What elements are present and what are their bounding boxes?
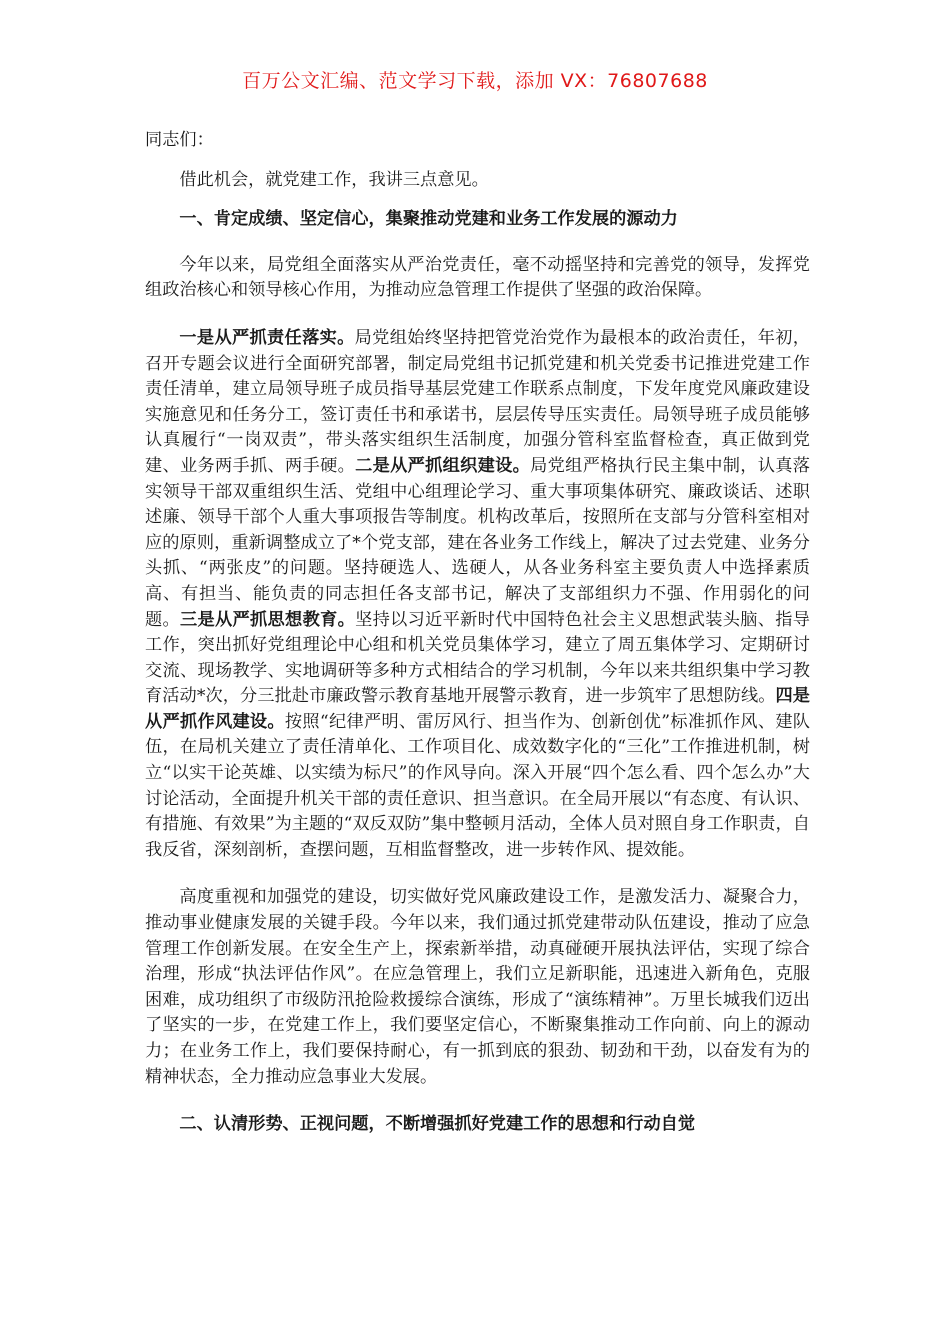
paragraph-1: 今年以来，局党组全面落实从严治党责任，毫不动摇坚持和完善党的领导，发挥党组政治核心和领导核心作用，为推动应急管理工作提供了坚强的政治保障。 [145, 254, 810, 301]
paragraph-2 [145, 326, 810, 863]
point-1-text: 局党组始终坚持把管党治党作为最根本的政治责任，年初，召开专题会议进行全面研究部署，制定局党组书记抓党建和机关党委书记推进党建工作责任清单，建立局领导班子成员指导基层党建工作联系点制度，下发年度党风廉政建设实施意见和任务分工，签订责任书和承诺书，层层传导压实责任。局领导班子成员能够认真履行“一岗双责”，带头落实组织生活制度，加强分管科室监督检查，真正做到党建、业务两手抓、两手硬。 [145, 327, 810, 476]
section-1-heading: 一、肯定成绩、坚定信心，集聚推动党建和业务工作发展的源动力 [179, 209, 678, 230]
point-2-text: 局党组严格执行民主集中制，认真落实领导干部双重组织生活、党组中心组理论学习、重大事项集体研究、廉政谈话、述职述廉、领导干部个人重大事项报告等制度。机构改革后，按照所在支部与分管科室相对应的原则，重新调整成立了*个党支部，建在各业务工作线上，解决了过去党建、业务分头抓、“两张皮”的问题。坚持硬选人、选硬人，从各业务科室主要负责人中选择素质高、有担当、能负责的同志担任各支部书记，解决了支部组织力不强、作用弱化的问题。 [145, 455, 810, 630]
section-2-heading: 二、认清形势、正视问题，不断增强抓好党建工作的思想和行动自觉 [179, 1114, 696, 1135]
promo-banner: 百万公文汇编、范文学习下载，添加 VX：76807688 [242, 70, 708, 92]
point-2-lead: 二是从严抓组织建设。 [355, 455, 531, 476]
point-4-text: 按照“纪律严明、雷厉风行、担当作为、创新创优”标准抓作风、建队伍，在局机关建立了责任清单化、工作项目化、成效数字化的“三化”工作推进机制，树立“以实干论英雄、以实绩为标尺”的作风导向。深入开展“四个怎么看、四个怎么办”大讨论活动，全面提升机关干部的责任意识、担当意识。在全局开展以“有态度、有认识、有措施、有效果”为主题的“双反双防”集中整顿月活动，全体人员对照自身工作职责，自我反省，深刻剖析，查摆问题，互相监督整改，进一步转作风、提效能。 [145, 711, 810, 860]
point-3-text: 坚持以习近平新时代中国特色社会主义思想武装头脑、指导工作，突出抓好党组理论中心组和机关党员集体学习，建立了周五集体学习、定期研讨交流、现场教学、实地调研等多种方式相结合的学习机制，今年以来共组织集中学习教育活动*次，分三批赴市廉政警示教育基地开展警示教育，进一步筑牢了思想防线。 [145, 609, 810, 707]
salutation: 同志们： [145, 130, 214, 150]
intro-paragraph: 借此机会，就党建工作，我讲三点意见。 [179, 169, 489, 190]
point-3-lead: 三是从严抓思想教育。 [180, 609, 356, 630]
document-body [145, 128, 810, 1138]
paragraph-3: 高度重视和加强党的建设，切实做好党风廉政建设工作，是激发活力、凝聚合力，推动事业健康发展的关键手段。今年以来，我们通过抓党建带动队伍建设，推动了应急管理工作创新发展。在安全生产上，探索新举措，动真碰硬开展执法评估，实现了综合治理，形成“执法评估作风”。在应急管理上，我们立足新职能，迅速进入新角色，克服困难，成功组织了市级防汛抢险救援综合演练，形成了“演练精神”。万里长城我们迈出了坚实的一步，在党建工作上，我们要坚定信心，不断聚集推动工作向前、向上的源动力；在业务工作上，我们要保持耐心，有一抓到底的狠劲、韧劲和干劲，以奋发有为的精神状态，全力推动应急事业大发展。 [145, 887, 810, 1087]
point-1-lead: 一是从严抓责任落实。 [179, 327, 355, 348]
point-4-lead: 四是从严抓作风建设。 [145, 686, 810, 732]
